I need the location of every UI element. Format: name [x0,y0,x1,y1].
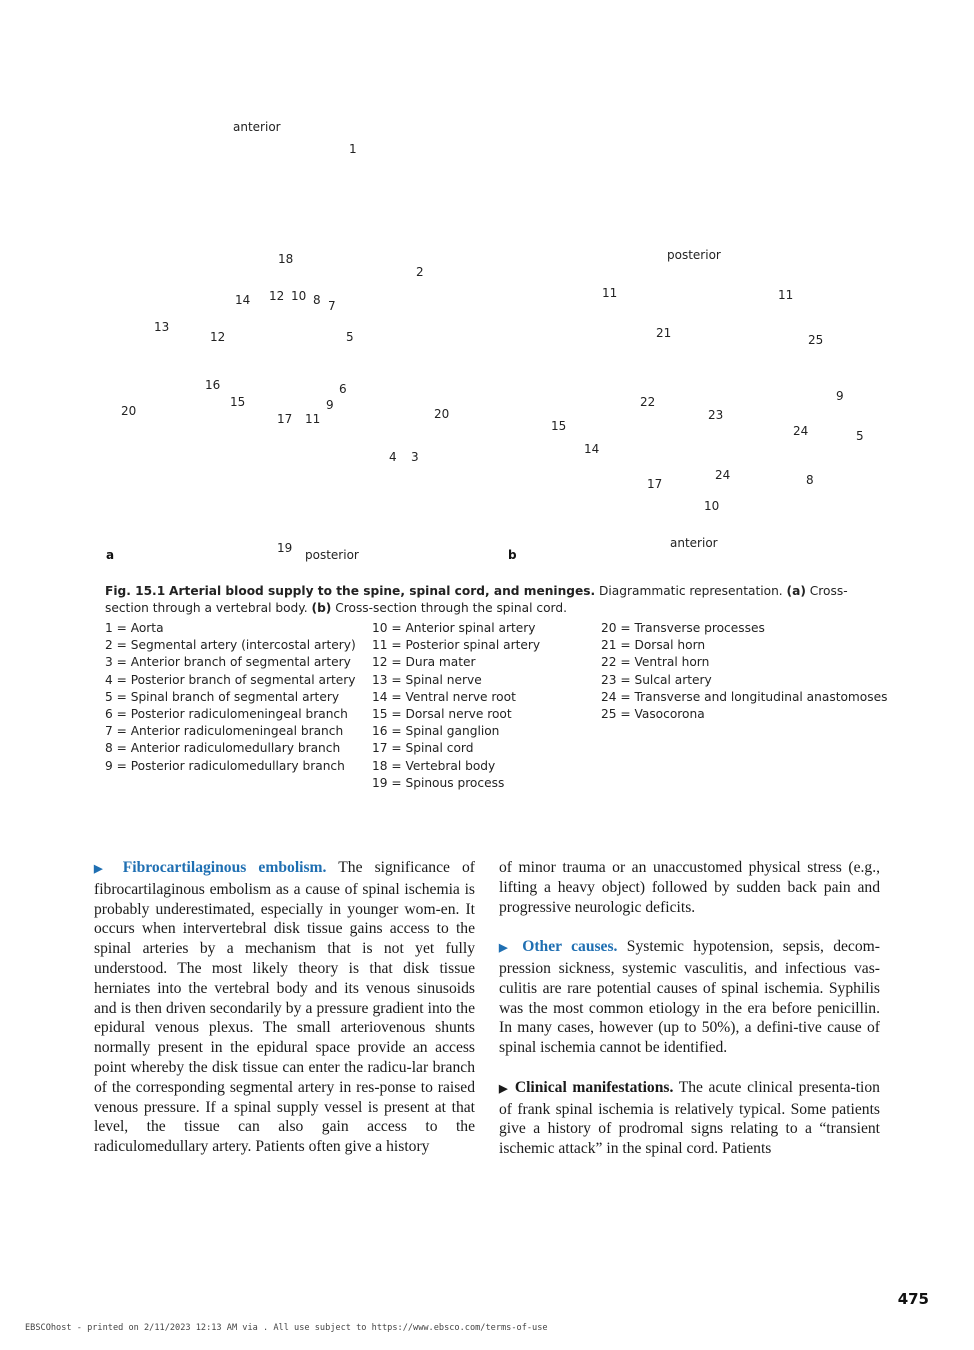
label-8-b: 8 [806,473,814,487]
label-6: 6 [339,382,347,396]
legend-item: 23 = Sulcal artery [601,672,712,687]
legend-item: 11 = Posterior spinal artery [372,638,541,653]
legend-item: 5 = Spinal branch of segmental artery [105,689,340,704]
legend-item: 10 = Anterior spinal artery [372,621,536,635]
label-anterior-b: anterior [670,536,718,550]
legend-item: 6 = Posterior radiculomeningeal branch [105,706,348,721]
label-4: 4 [389,450,397,464]
heading-text: Other causes. [522,938,618,956]
section-heading [499,1079,673,1096]
legend-item: 17 = Spinal cord [372,741,474,756]
legend-item: 9 = Posterior radiculomedullary branch [105,758,345,773]
figure-15-1 [0,0,974,570]
legend-item: 20 = Transverse processes [601,621,765,635]
legend-column-1 [105,620,356,775]
legend-item: 12 = Dura mater [372,655,476,670]
heading-text: Fibrocartilaginous embolism. [122,859,327,876]
label-5-b: 5 [856,429,864,443]
panel-label-b: b [508,548,517,562]
legend-column-2 [372,620,540,792]
label-23: 23 [708,408,724,422]
legend-item: 19 = Spinous process [372,775,505,790]
label-21: 21 [656,326,672,340]
label-15-b: 15 [551,419,567,433]
caption-fig-number: Fig. 15.1 [105,584,166,598]
section-heading [94,859,326,876]
label-11-b: 11 [602,286,618,300]
caption-text-b: Cross-section through the spinal cord. [335,601,567,615]
legend-item: 22 = Ventral horn [601,655,710,670]
legend-item: 2 = Segmental artery (intercostal artery) [105,638,356,653]
paragraph-text: The acute clinical presenta-tion of frank spinal ischemia is relatively typical. Some patients give a history of prodromal signs relating to a “transient ischemic attack” in the spinal cord. Patients [499,1078,880,1158]
label-1: 1 [349,142,357,156]
paragraph-fibrocartilaginous-embolism [94,858,475,1157]
triangle-icon: ▶ [499,1082,510,1095]
legend-item: 21 = Dorsal horn [601,638,706,653]
label-12: 12 [269,289,285,303]
label-20: 20 [121,404,137,418]
label-13: 13 [154,320,170,334]
label-11-b2: 11 [778,288,794,302]
caption-text-a: Cross-section through a vertebral body. [105,584,848,615]
figure-caption [105,583,875,617]
paragraph-text: The significance of fibrocartilaginous embolism as a cause of spinal ischemia is probably underestimated, especially in younger wom-en. It occurs when intervertebral disk tissue gains access to the spinal arteries by a mechanism that is not yet fully understood. The most likely theory is that disk tissue herniates into the vertebral body and its venous sinusoids and is then driven secondarily by a pressure gradient into the epidural venous plexus. The small arteriovenous shunts normally present in the epidural space provide an access point whereby the disk tissue can enter the radicu-lar branch of the corresponding segmental artery in res-ponse to raised venous pressure. If a spinal supply vessel is present at that level, the tissue can also gain access to the radiculomedullary artery. Patients often give a history [94,859,475,1156]
legend-item: 3 = Anterior branch of segmental artery [105,655,351,670]
label-19: 19 [277,541,293,555]
body-column-left [94,858,475,1157]
label-17-b: 17 [647,477,663,491]
label-14-b: 14 [584,442,600,456]
caption-title: Arterial blood supply to the spine, spinal cord, and meninges. [169,584,596,598]
label-11: 11 [305,412,321,426]
panel-label-a: a [106,548,115,562]
label-24-b2: 24 [715,468,731,482]
legend-item: 7 = Anterior radiculomeningeal branch [105,724,344,739]
legend-item: 8 = Anterior radiculomedullary branch [105,741,341,756]
legend-item: 25 = Vasocorona [601,706,705,721]
legend-item: 4 = Posterior branch of segmental artery [105,672,356,687]
label-2: 2 [416,265,424,279]
label-9: 9 [326,398,334,412]
paragraph-clinical-manifestations [499,1078,880,1159]
legend-item: 15 = Dorsal nerve root [372,706,512,721]
caption-text: Diagrammatic representation. [599,584,783,598]
label-22: 22 [640,395,656,409]
paragraph-text: Systemic hypotension, sepsis, decom-pression sickness, systemic vasculitis, and infectious vas-culitis are rare potential causes of spinal ischemia. Syphilis was the most common etiology in the era before penicillin. In many cases, however (up to 50%), a defini-tive cause of spinal ischemia cannot be identified. [499,938,880,1057]
legend-item: 1 = Aorta [105,621,164,635]
paragraph-other-causes [499,937,880,1058]
label-8: 8 [313,293,321,307]
label-25: 25 [808,333,824,347]
legend-item: 18 = Vertebral body [372,758,496,773]
page-number: 475 [897,1290,929,1308]
label-18: 18 [278,252,294,266]
triangle-icon: ▶ [94,863,111,875]
label-16: 16 [205,378,221,392]
legend-item: 14 = Ventral nerve root [372,689,516,704]
label-17: 17 [277,412,293,426]
caption-part-a: (a) [786,584,806,598]
label-10-b: 10 [704,499,720,513]
label-10: 10 [291,289,307,303]
section-heading [499,938,617,955]
label-9-b: 9 [836,389,844,403]
paragraph-continuation: of minor trauma or an unaccustomed physical stress (e.g., lifting a heavy object) followed by sudden back pain and progressive neurologic deficits. [499,859,880,916]
label-14: 14 [235,293,251,307]
label-20b: 20 [434,407,450,421]
label-7: 7 [328,299,336,313]
legend-column-3 [601,620,887,723]
legend-item: 13 = Spinal nerve [372,672,482,687]
label-12b: 12 [210,330,226,344]
footer-notice: EBSCOhost - printed on 2/11/2023 12:13 AM via . All use subject to https://www.ebsco.com/terms-of-use [25,1323,548,1333]
label-posterior-b: posterior [667,248,721,262]
label-15: 15 [230,395,246,409]
triangle-icon: ▶ [499,942,513,955]
label-24: 24 [793,424,809,438]
label-3: 3 [411,450,419,464]
legend-item: 16 = Spinal ganglion [372,724,500,739]
legend-item: 24 = Transverse and longitudinal anastomoses [601,689,888,704]
heading-text: Clinical manifestations. [514,1078,674,1096]
label-5: 5 [346,330,354,344]
body-column-right [499,858,880,1159]
caption-part-b: (b) [311,601,332,615]
label-posterior-a: posterior [305,548,359,562]
label-anterior-a: anterior [233,120,281,134]
